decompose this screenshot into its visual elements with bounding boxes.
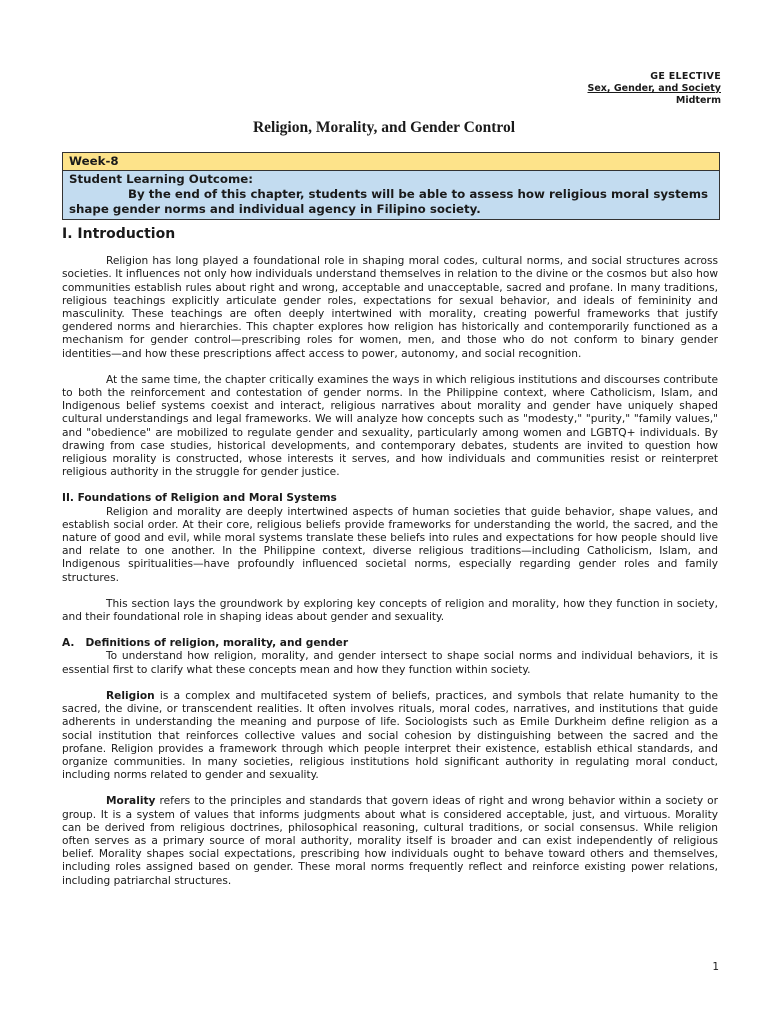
definitions-heading: A. Definitions of religion, morality, and gender: [62, 637, 349, 650]
religion-definition: is a complex and multifaceted system of beliefs, practices, and symbols that relate humanity to the sacred, the divine, or transcendent realities. It often involves rituals, moral codes, narratives, and institutions that guide adherents in understanding the meaning and purpose of life. Sociologists such as Emile Durkheim define religion as a social institution that reinforces collective values and social cohesion by distinguishing between the sacred and the profane. Religion provides a framework through which people interpret their existence, establish ethical standards, and organize communities. In many societies, religious institutions hold significant authority in regulating moral conduct, including norms related to gender and sexuality.: [62, 689, 718, 782]
slo-section: [63, 171, 719, 219]
week-label: Week-8: [63, 153, 719, 171]
learning-outcome-box: [62, 152, 720, 220]
intro-paragraph-2: At the same time, the chapter critically examines the ways in which religious institutions and discourses contribute to both the reinforcement and contestation of gender norms. In the Philippine context, where Catholicism, Islam, and Indigenous belief systems coexist and interact, religious narratives about morality and gender have uniquely shaped cultural understandings and legal frameworks. We will analyze how concepts such as "modesty," "purity," "family values," and "obedience" are mobilized to regulate gender and sexuality, particularly among women and LGBTQ+ individuals. By drawing from case studies, historical developments, and contemporary debates, students are invited to question how religious morality is constructed, whose interests it serves, and how individuals and communities resist or reinterpret religious authority in the struggle for gender justice.: [62, 373, 718, 479]
morality-term: Morality: [106, 795, 156, 808]
course-header: [588, 71, 722, 107]
foundations-paragraph-2: This section lays the groundwork by exploring key concepts of religion and morality, how they function in society, and their foundational role in shaping ideas about gender and sexuality.: [62, 597, 718, 624]
foundations-heading: II. Foundations of Religion and Moral Systems: [62, 492, 337, 505]
morality-paragraph: [62, 795, 718, 887]
intro-heading: I. Introduction: [62, 226, 176, 242]
course-name: GE ELECTIVE: [650, 71, 721, 82]
religion-term: Religion: [106, 689, 155, 702]
morality-definition: refers to the principles and standards that govern ideas of right and wrong behavior within a society or group. It is a system of values that informs judgments about what is considered acceptable, just, and virtuous. Morality can be derived from religious doctrines, philosophical reasoning, cultural traditions, or social consensus. While religion often serves as a primary source of moral authority, morality itself is broader and can exist independently of religious belief. Morality shapes social expectations, prescribing how individuals ought to behave toward others and themselves, including roles assigned based on gender. These moral norms frequently reflect and reinforce existing power relations, including patriarchal structures.: [62, 795, 718, 887]
document-title: Religion, Morality, and Gender Control: [252, 119, 516, 136]
foundations-paragraph-1: Religion and morality are deeply intertwined aspects of human societies that guide behavior, shape values, and establish social order. At their core, religious beliefs provide frameworks for understanding the world, the sacred, and the nature of good and evil, while moral systems translate these beliefs into rules and expectations for how people should live and relate to one another. In the Philippine context, diverse religious traditions—including Catholicism, Islam, and Indigenous spiritualities—have profoundly influenced societal norms, especially regarding gender roles and family structures.: [62, 505, 718, 584]
definitions-intro: To understand how religion, morality, and gender intersect to shape social norms and individual behaviors, it is essential first to clarify what these concepts mean and how they function within society.: [62, 650, 718, 676]
slo-text: By the end of this chapter, students will be able to assess how religious moral systems shape gender norms and individual agency in Filipino society.: [69, 187, 709, 216]
intro-paragraph-1: Religion has long played a foundational role in shaping moral codes, cultural norms, and social structures across societies. It influences not only how individuals understand themselves in relation to the divine or the cosmos but also how communities establish rules about right and wrong, acceptable and unacceptable, sacred and profane. In many traditions, religious teachings explicitly articulate gender roles, expectations for sexual behavior, and ideals of femininity and masculinity. These teachings are often deeply intertwined with morality, creating powerful frameworks that justify gendered norms and hierarchies. This chapter explores how religion has historically and contemporarily functioned as a mechanism for gender control—prescribing roles for women, men, and those who do not conform to binary gender identities—and how these prescriptions affect access to power, autonomy, and social recognition.: [62, 255, 718, 360]
page-number: 1: [712, 961, 719, 973]
document-body: [62, 228, 718, 901]
term-label: Midterm: [675, 95, 721, 106]
slo-label: Student Learning Outcome:: [69, 172, 253, 186]
religion-paragraph: [62, 690, 718, 782]
subject-name: Sex, Gender, and Society: [587, 83, 721, 94]
